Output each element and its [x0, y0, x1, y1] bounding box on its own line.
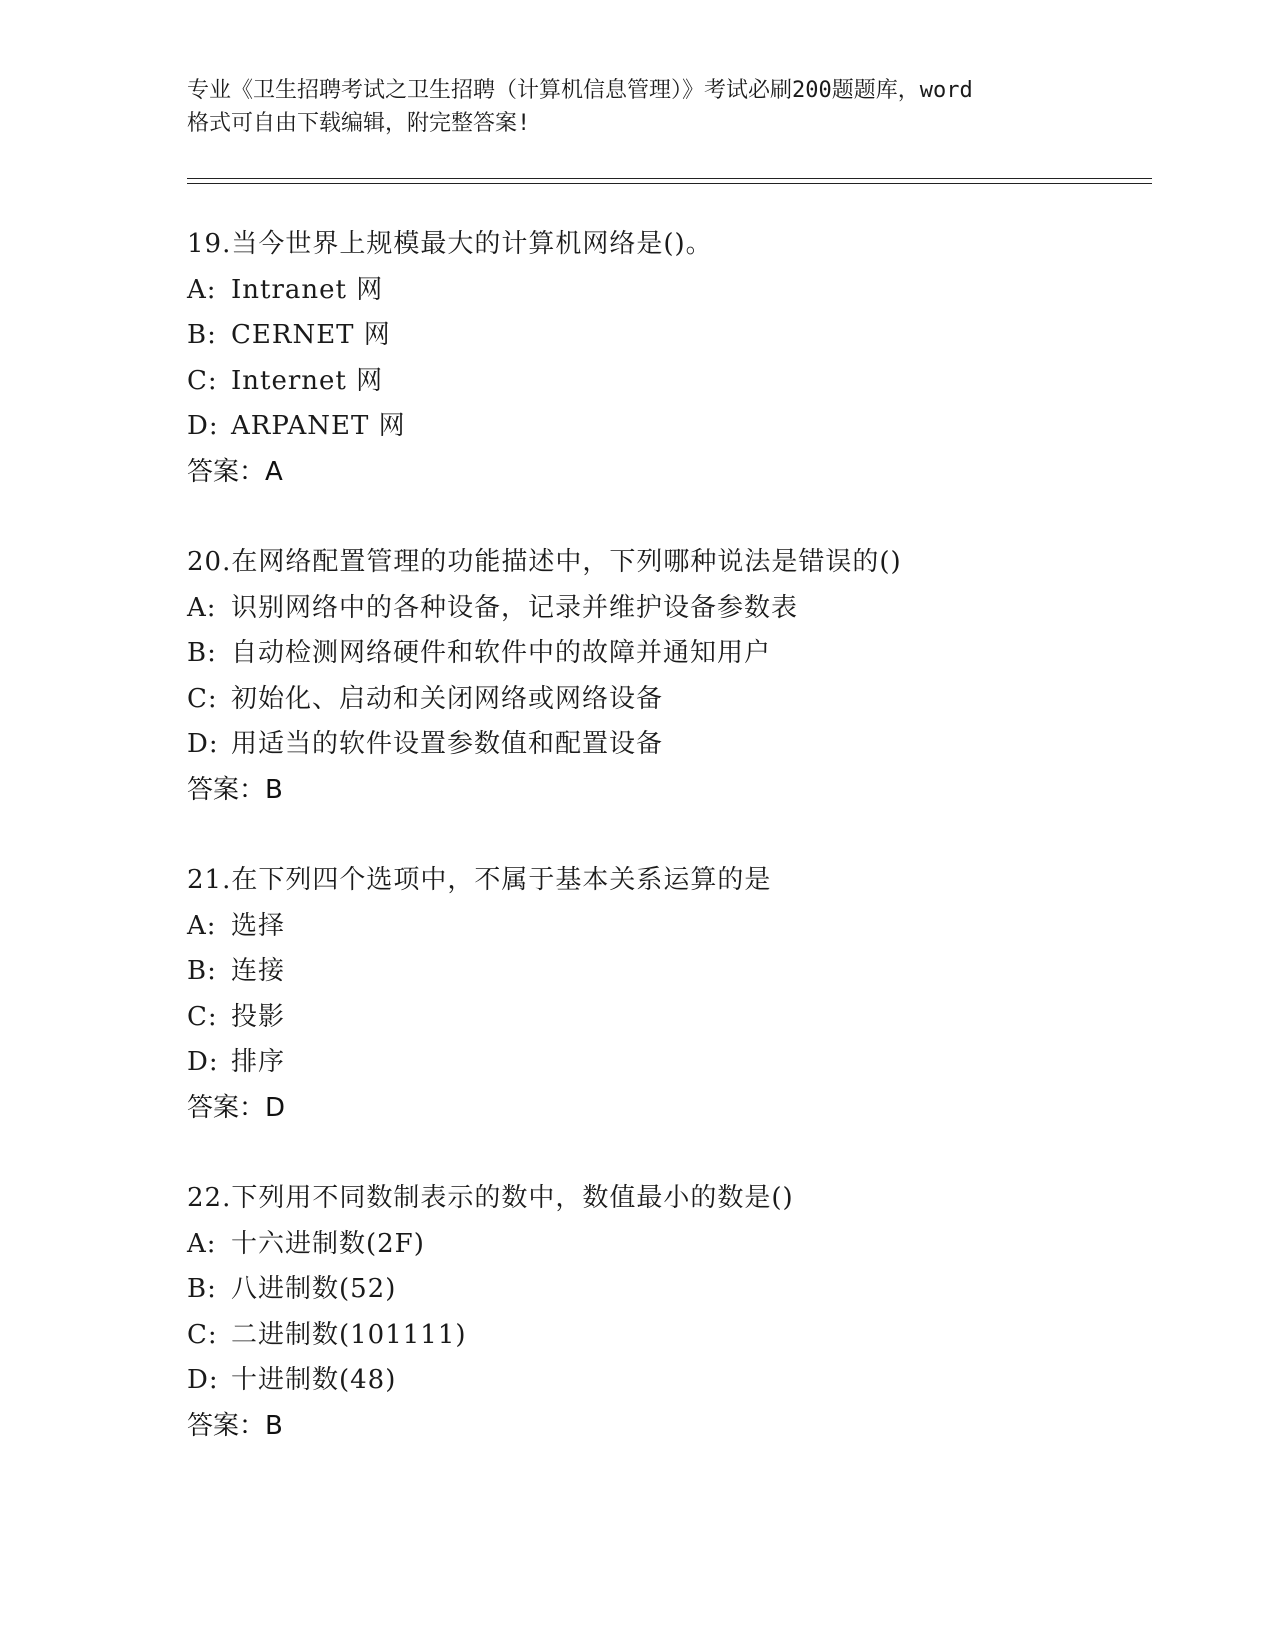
option-text: Intranet 网: [231, 274, 384, 305]
option-a: [187, 1222, 1147, 1268]
option-text: 初始化、启动和关闭网络或网络设备: [231, 683, 664, 714]
option-b: [187, 949, 1147, 995]
option-letter: C:: [187, 1319, 218, 1350]
document-header: [187, 74, 1087, 140]
option-d: [187, 1358, 1147, 1404]
option-letter: B:: [187, 638, 217, 668]
option-c: [187, 995, 1147, 1041]
question-22: [187, 1176, 1147, 1449]
option-text: 十进制数(48): [231, 1365, 397, 1395]
option-text: 选择: [231, 910, 286, 941]
option-letter: C:: [187, 1001, 218, 1032]
option-letter: B:: [187, 956, 217, 986]
answer-label: 答案：B: [187, 1410, 283, 1441]
option-text: 排序: [231, 1047, 286, 1077]
option-letter: A:: [187, 910, 217, 941]
option-d: [187, 404, 1147, 450]
option-b: [187, 313, 1147, 359]
option-letter: A:: [187, 1228, 217, 1259]
option-d: [187, 722, 1147, 768]
header-divider-bottom: [187, 183, 1152, 184]
option-letter: A:: [187, 592, 217, 623]
question-stem: 22.下列用不同数制表示的数中，数值最小的数是(): [187, 1183, 794, 1213]
option-letter: D:: [187, 1365, 219, 1395]
option-c: [187, 1313, 1147, 1359]
option-b: [187, 631, 1147, 677]
option-text: 十六进制数(2F): [231, 1228, 425, 1259]
option-b: [187, 1267, 1147, 1313]
option-a: [187, 904, 1147, 950]
option-letter: B:: [187, 1274, 217, 1304]
option-letter: B:: [187, 320, 217, 350]
option-letter: A:: [187, 274, 217, 305]
option-c: [187, 359, 1147, 405]
option-text: 二进制数(101111): [231, 1319, 467, 1350]
answer-label: 答案：D: [187, 1092, 286, 1123]
answer-label: 答案：A: [187, 456, 283, 487]
option-text: 用适当的软件设置参数值和配置设备: [231, 729, 664, 759]
option-text: ARPANET 网: [231, 411, 406, 441]
option-text: Internet 网: [231, 365, 384, 396]
option-letter: C:: [187, 365, 218, 396]
option-letter: C:: [187, 683, 218, 714]
header-line-2: 格式可自由下载编辑，附完整答案!: [187, 111, 531, 136]
option-text: 自动检测网络硬件和软件中的故障并通知用户: [231, 638, 772, 668]
question-20: [187, 540, 1147, 813]
header-line-1: 专业《卫生招聘考试之卫生招聘（计算机信息管理）》考试必刷200题题库，word: [187, 78, 973, 103]
question-stem: 19.当今世界上规模最大的计算机网络是()。: [187, 229, 713, 259]
option-c: [187, 677, 1147, 723]
option-text: 连接: [231, 956, 286, 986]
option-text: 八进制数(52): [231, 1274, 397, 1304]
option-text: CERNET 网: [231, 320, 391, 350]
option-text: 识别网络中的各种设备，记录并维护设备参数表: [231, 592, 799, 623]
question-19: [187, 222, 1147, 495]
option-letter: D:: [187, 1047, 219, 1077]
header-divider-top: [187, 178, 1152, 179]
question-21: [187, 858, 1147, 1131]
question-stem: 20.在网络配置管理的功能描述中，下列哪种说法是错误的(): [187, 547, 902, 577]
option-text: 投影: [231, 1001, 286, 1032]
question-stem: 21.在下列四个选项中，不属于基本关系运算的是: [187, 865, 772, 895]
option-letter: D:: [187, 729, 219, 759]
answer-label: 答案：B: [187, 774, 283, 805]
option-a: [187, 268, 1147, 314]
option-d: [187, 1040, 1147, 1086]
option-letter: D:: [187, 411, 219, 441]
option-a: [187, 586, 1147, 632]
